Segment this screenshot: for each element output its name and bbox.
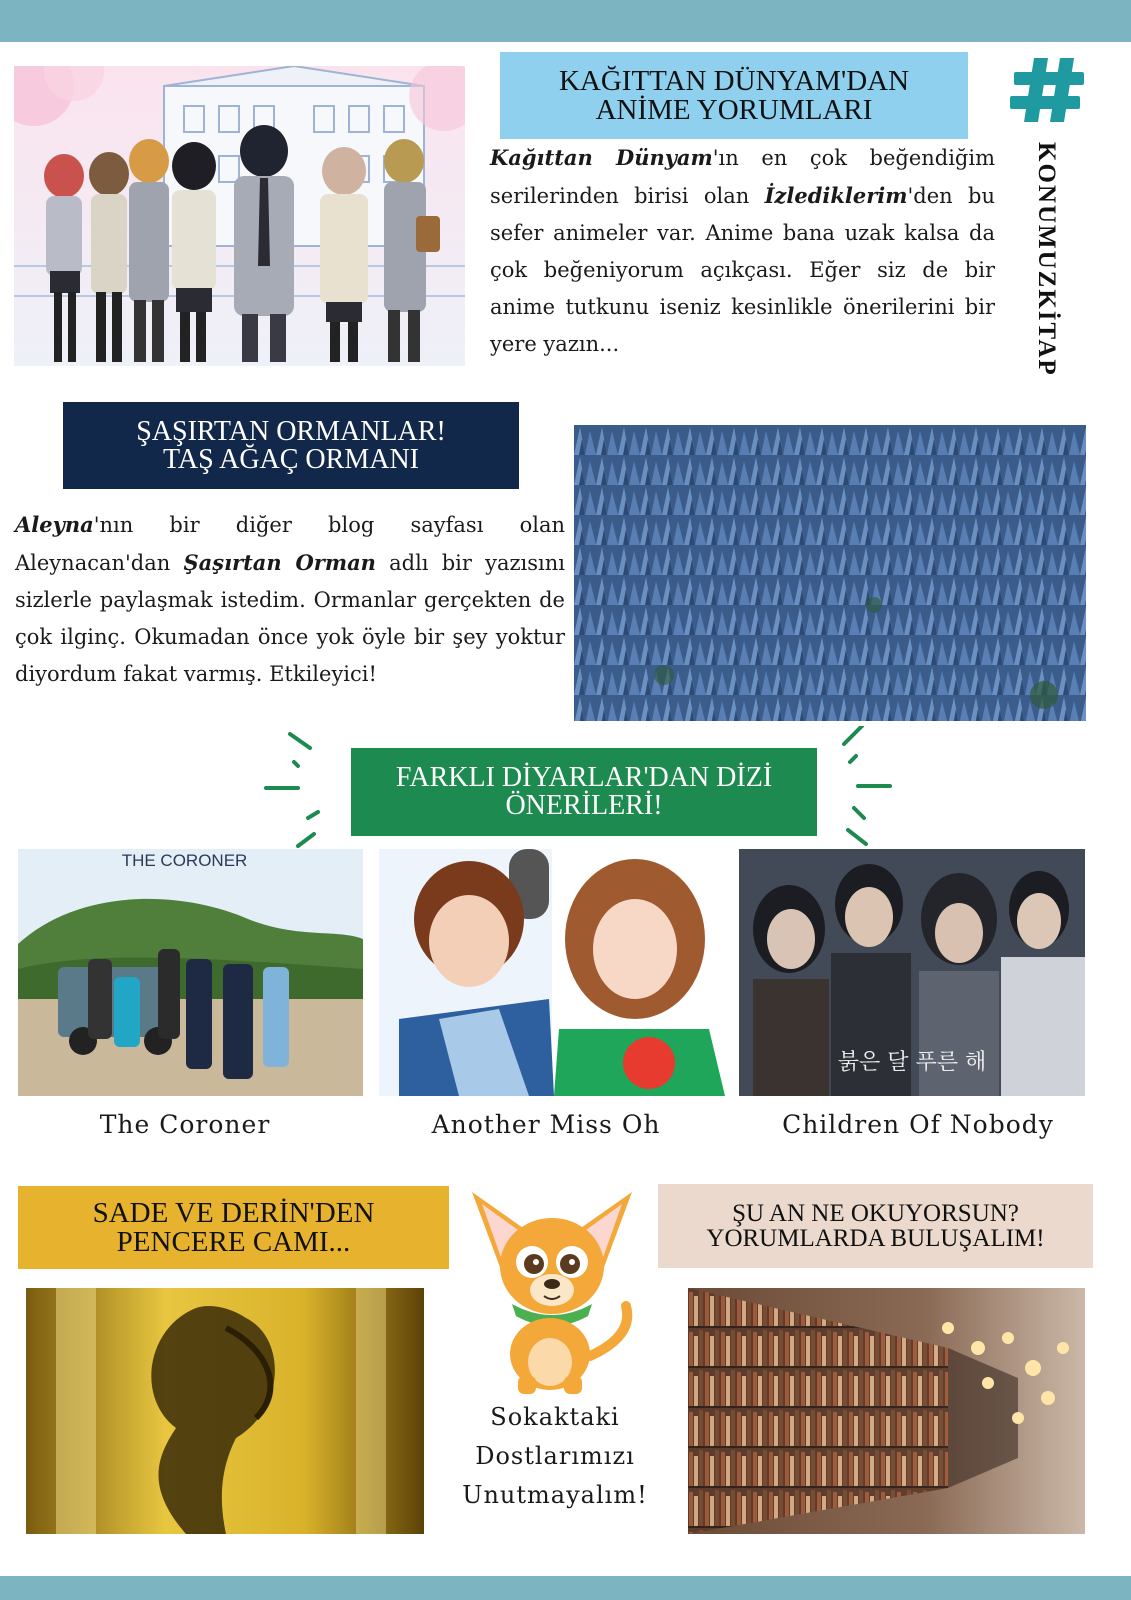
reading-title-line1: ŞU AN NE OKUYORSUN?: [732, 1200, 1019, 1227]
forest-bold-2: Şaşırtan Orman: [183, 550, 376, 575]
dog-illustration: [466, 1186, 646, 1396]
forest-title-line2: TAŞ AĞAÇ ORMANI: [162, 443, 419, 475]
anime-title-line1: KAĞITTAN DÜNYAM'DAN: [558, 64, 910, 97]
caption-another-miss-oh: Another Miss Oh: [431, 1110, 661, 1139]
forest-bold-1: Aleyna: [15, 512, 94, 537]
library-photo: [688, 1288, 1085, 1534]
anime-title-box: [500, 52, 968, 139]
hashtag-icon: [1008, 54, 1088, 126]
series-title-line2: ÖNERİLERİ!: [505, 790, 663, 821]
top-band: [0, 0, 1131, 42]
forest-text-1: 'nın bir diğer blog sayfası olan Aleynacan'dan: [15, 513, 565, 575]
forest-title-line1: ŞAŞIRTAN ORMANLAR!: [136, 415, 446, 447]
another-miss-oh-poster: [379, 849, 725, 1096]
series-title-line1: FARKLI DİYARLAR'DAN DİZİ: [395, 762, 773, 793]
caption-the-coroner: The Coroner: [99, 1110, 271, 1139]
dog-caption-line1: Sokaktaki: [490, 1403, 620, 1431]
forest-text-2: adlı bir yazısını sizlerle paylaşmak istedim. Ormanlar gerçekten de çok ilginç. Okumadan önce yok öyle bir şey yoktur diyordum fakat varmış. Etkileyici!: [15, 551, 565, 686]
reading-title-line2: YORUMLARDA BULUŞALIM!: [706, 1225, 1045, 1252]
dog-caption: [450, 1398, 660, 1515]
the-coroner-poster: [18, 849, 363, 1096]
anime-title-line2: ANİME YORUMLARI: [595, 93, 873, 126]
window-title-line2: PENCERE CAMI...: [116, 1225, 351, 1258]
forest-text: [15, 506, 565, 693]
anime-text-2: 'den bu sefer animeler var. Anime bana uzak kalsa da çok beğeniyorum açıkçası. Eğer siz de bir anime tutkunu iseniz kesinlikle önerilerini bir yere yazın...: [490, 184, 995, 356]
dog-caption-line3: Unutmayalım!: [462, 1481, 648, 1509]
anime-illustration: [14, 66, 465, 366]
window-title-line1: SADE VE DERİN'DEN: [92, 1196, 375, 1229]
anime-bold-2: İzlediklerim: [764, 183, 908, 208]
children-of-nobody-poster: [739, 849, 1085, 1096]
forest-title-box: [63, 402, 519, 489]
window-glass-photo: [26, 1288, 424, 1534]
coroner-poster-text: THE CORONER: [121, 851, 248, 870]
vertical-tag: KONUMUZKİTAP: [1033, 142, 1060, 377]
children-poster-text: 붉은 달 푸른 해: [837, 1050, 987, 1075]
dog-caption-line2: Dostlarımızı: [475, 1442, 635, 1470]
anime-bold-1: Kağıttan Dünyam: [490, 145, 713, 170]
caption-children-of-nobody: Children Of Nobody: [782, 1110, 1054, 1139]
series-title-box: [351, 748, 817, 836]
anime-text-1: 'ın en çok beğendiğim serilerinden birisi olan: [490, 146, 995, 208]
reading-title-box: [658, 1184, 1093, 1268]
anime-text: [490, 139, 995, 363]
window-title-box: [18, 1186, 449, 1269]
stone-forest-photo: [574, 425, 1086, 721]
bottom-band: [0, 1576, 1131, 1600]
